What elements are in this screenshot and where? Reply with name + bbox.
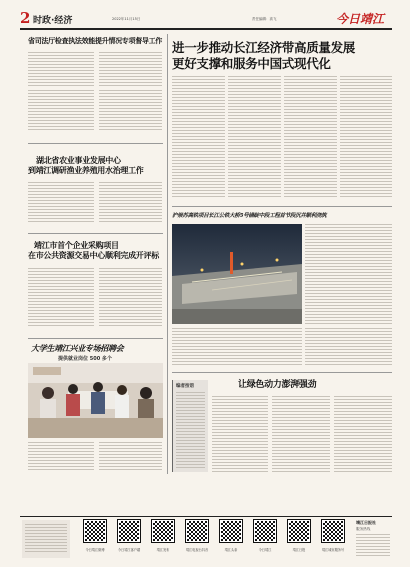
qr-label: 靖江头条 <box>224 548 238 552</box>
footer-contact <box>356 520 392 558</box>
contact-title: 靖江日报社 <box>356 520 376 525</box>
article-headline: 湖北省农业事业发展中心 <box>36 155 121 165</box>
sidebar-body <box>176 392 205 468</box>
article-headline: 省司法厅检查执法效能提升情况专项督导工作 <box>28 36 162 45</box>
qr-code[interactable] <box>118 520 140 542</box>
sidebar-title: 编者按语 <box>176 384 194 389</box>
article-subhead: 提供就业岗位 500 多个 <box>58 356 112 362</box>
qr-code[interactable] <box>288 520 310 542</box>
article-body <box>305 224 392 324</box>
qr-label: 靖江电视台抖音 <box>185 548 209 552</box>
green-headline: 让绿色动力澎湃强劲 <box>238 380 317 390</box>
divider <box>28 338 163 339</box>
article-body <box>212 396 268 472</box>
qr-code[interactable] <box>84 520 106 542</box>
article-headline: 大学生靖江兴业专场招聘会 <box>31 343 124 353</box>
qr-code[interactable] <box>322 520 344 542</box>
lead-headline: 进一步推动长江经济带高质量发展 <box>172 40 356 55</box>
article-body <box>28 182 94 222</box>
qr-code[interactable] <box>254 520 276 542</box>
article-headline: 在市公共资源交易中心顺利完成开评标 <box>28 250 159 260</box>
article-body <box>272 396 330 472</box>
header-rule <box>20 28 392 30</box>
divider <box>28 143 163 144</box>
qr-label: 今日靖江 <box>258 548 272 552</box>
article-body <box>99 182 162 224</box>
editor-note-sidebar <box>172 380 208 472</box>
article-body <box>228 76 281 198</box>
qr-label: 靖江日报 <box>292 548 306 552</box>
article-body <box>172 76 225 198</box>
article-body <box>334 396 392 472</box>
qr-label: 今日靖江客户端 <box>117 548 141 552</box>
article-body <box>284 76 337 198</box>
article-headline: 到靖江调研渔业养殖用水治理工作 <box>28 165 144 175</box>
footer-rule <box>20 516 392 517</box>
qr-code[interactable] <box>152 520 174 542</box>
qr-code[interactable] <box>186 520 208 542</box>
article-body <box>172 328 302 366</box>
article-body <box>28 52 94 86</box>
qr-label: 靖江城市服务号 <box>321 548 345 552</box>
article-body <box>99 442 162 472</box>
qr-code[interactable] <box>220 520 242 542</box>
date-line: 2022年11月15日 <box>112 17 141 21</box>
article-body <box>305 328 392 366</box>
paper-name-logo: 今日靖江 <box>336 12 385 26</box>
bridge-construction-photo <box>172 224 302 324</box>
divider <box>172 206 392 207</box>
article-body <box>340 76 392 198</box>
section-title: 时政·经济 <box>33 16 73 26</box>
article-body <box>28 268 94 326</box>
job-fair-photo <box>28 363 163 438</box>
article-body <box>28 442 94 472</box>
column-divider <box>167 34 168 474</box>
bridge-headline: 沪崇苏高铁项目长江公铁大桥5号锚碇中段工程首节段沉井顺利浇筑 <box>172 213 327 219</box>
article-body <box>99 268 162 326</box>
page-number: 2 <box>20 9 31 27</box>
editor-line: 责任编辑：高飞 <box>252 17 277 21</box>
footer-intro <box>22 520 70 558</box>
page-header <box>20 10 392 30</box>
article-body <box>28 90 94 130</box>
divider <box>172 372 392 373</box>
article-body <box>99 52 162 86</box>
qr-label: 靖江发布 <box>156 548 170 552</box>
article-headline: 靖江市首个企业采购项目 <box>34 240 119 250</box>
qr-label: 今日靖江微博 <box>85 548 105 552</box>
divider <box>28 233 163 234</box>
lead-headline: 更好支撑和服务中国式现代化 <box>172 56 331 71</box>
article-body <box>99 90 162 132</box>
contact-line: 服务热线 <box>356 527 371 531</box>
